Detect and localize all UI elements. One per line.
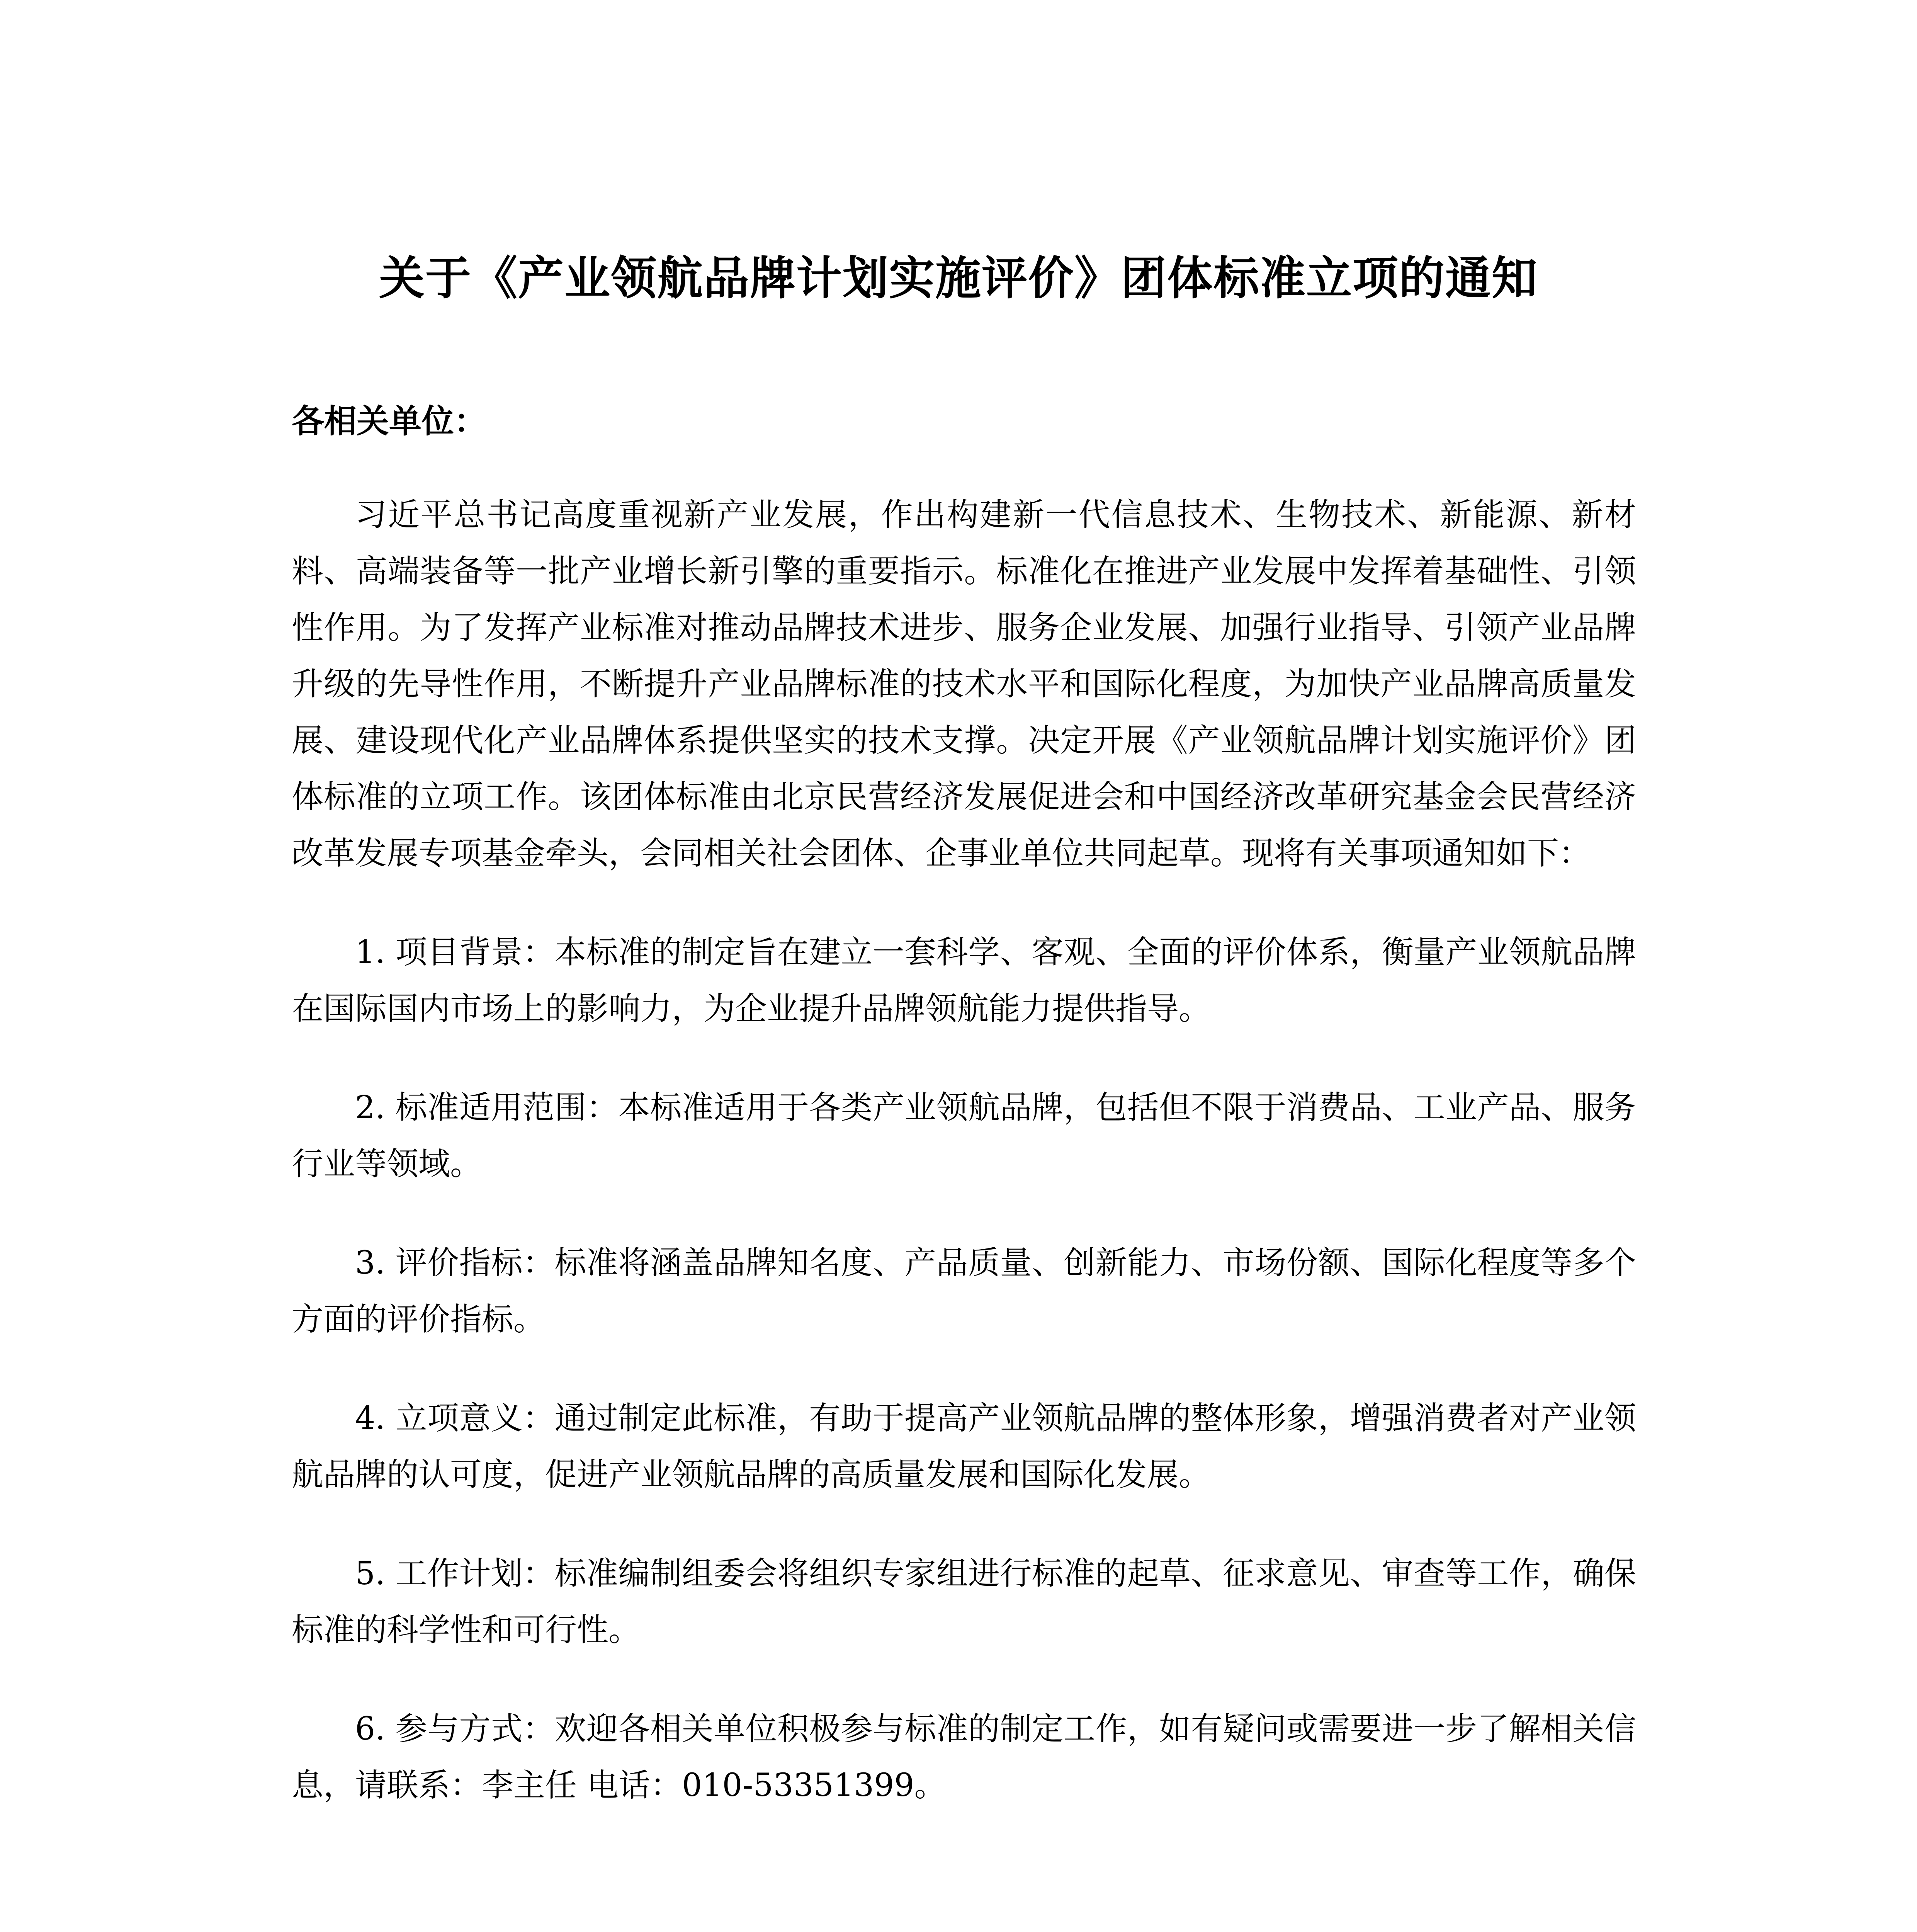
document-body [292, 487, 1636, 1932]
intro-paragraph: 习近平总书记高度重视新产业发展，作出构建新一代信息技术、生物技术、新能源、新材料、高端装备等一批产业增长新引擎的重要指示。标准化在推进产业发展中发挥着基础性、引领性作用。为了发挥产业标准对推动品牌技术进步、服务企业发展、加强行业指导、引领产业品牌升级的先导性作用，不断提升产业品牌标准的技术水平和国际化程度，为加快产业品牌高质量发展、建设现代化产业品牌体系提供坚实的技术支撑。决定开展《产业领航品牌计划实施评价》团体标准的立项工作。该团体标准由北京民营经济发展促进会和中国经济改革研究基金会民营经济改革发展专项基金牵头，会同相关社会团体、企事业单位共同起草。现将有关事项通知如下： [292, 497, 1636, 872]
item-scope: 2. 标准适用范围：本标准适用于各类产业领航品牌，包括但不限于消费品、工业产品、服务行业等领域。 [292, 1089, 1636, 1182]
item-participation: 6. 参与方式：欢迎各相关单位积极参与标准的制定工作，如有疑问或需要进一步了解相关信息，请联系：李主任 电话：010-53351399。 [292, 1711, 1636, 1804]
item-significance: 4. 立项意义：通过制定此标准，有助于提高产业领航品牌的整体形象，增强消费者对产业领航品牌的认可度，促进产业领航品牌的高质量发展和国际化发展。 [292, 1400, 1636, 1493]
item-work-plan: 5. 工作计划：标准编制组委会将组织专家组进行标准的起草、征求意见、审查等工作，确保标准的科学性和可行性。 [292, 1555, 1636, 1648]
item-indicators: 3. 评价指标：标准将涵盖品牌知名度、产品质量、创新能力、市场份额、国际化程度等多个方面的评价指标。 [292, 1245, 1636, 1338]
salutation: 各相关单位： [292, 402, 487, 440]
item-project-background: 1. 项目背景：本标准的制定旨在建立一套科学、客观、全面的评价体系，衡量产业领航品牌在国际国内市场上的影响力，为企业提升品牌领航能力提供指导。 [292, 934, 1636, 1027]
document-title: 关于《产业领航品牌计划实施评价》团体标准立项的通知 [379, 252, 1538, 305]
